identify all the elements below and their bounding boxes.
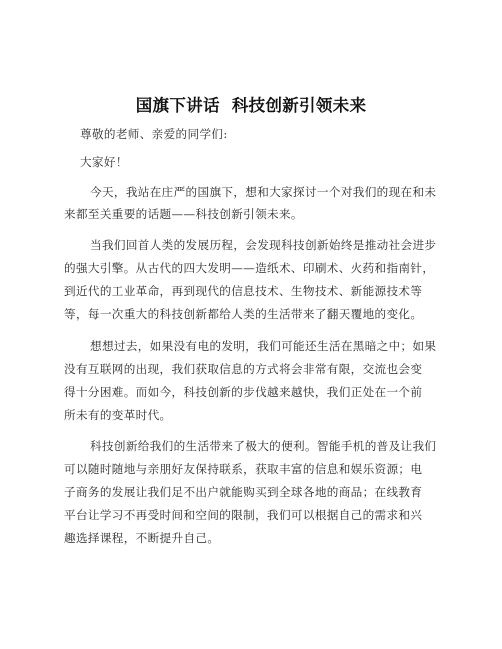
paragraph-1-line-1: 今天，我站在庄严的国旗下，想和大家探讨一个对我们的现在和未	[90, 185, 437, 199]
paragraph-3-line-1: 想想过去，如果没有电的发明，我们可能还生活在黑暗之中；如果	[90, 339, 437, 353]
paragraph-4-line-5: 趣选择课程，不断提升自己。	[64, 531, 220, 545]
paragraph-2-line-1: 当我们回首人类的发展历程，会发现科技创新始终是推动社会进步	[90, 238, 437, 252]
paragraph-4-line-2: 可以随时随地与亲朋好友保持联系，获取丰富的信息和娱乐资源；电	[64, 462, 423, 476]
salutation: 尊敬的老师、亲爱的同学们:	[80, 127, 228, 141]
paragraph-4-line-4: 平台让学习不再受时间和空间的限制，我们可以根据自己的需求和兴	[64, 508, 423, 522]
paragraph-2-line-2: 的强大引擎。从古代的四大发明——造纸术、印刷术、火药和指南针，	[64, 261, 435, 275]
paragraph-1-line-2: 来都至关重要的话题——科技创新引领未来。	[64, 207, 303, 221]
paragraph-2-line-3: 到近代的工业革命，再到现代的信息技术、生物技术、新能源技术等	[64, 284, 423, 298]
paragraph-4-line-3: 子商务的发展让我们足不出户就能购买到全球各地的商品；在线教育	[64, 485, 423, 499]
greeting: 大家好！	[80, 155, 128, 169]
document-title: 国旗下讲话 科技创新引领未来	[135, 96, 367, 115]
paragraph-2-line-4: 等，每一次重大的科技创新都给人类的生活带来了翻天覆地的变化。	[64, 307, 423, 321]
paragraph-3-line-4: 所未有的变革时代。	[64, 408, 172, 422]
paragraph-4-line-1: 科技创新给我们的生活带来了极大的便利。智能手机的普及让我们	[90, 439, 437, 453]
paragraph-3-line-2: 没有互联网的出现，我们获取信息的方式将会非常有限，交流也会变	[64, 362, 423, 376]
paragraph-3-line-3: 得十分困难。而如今，科技创新的步伐越来越快，我们正处在一个前	[64, 385, 423, 399]
